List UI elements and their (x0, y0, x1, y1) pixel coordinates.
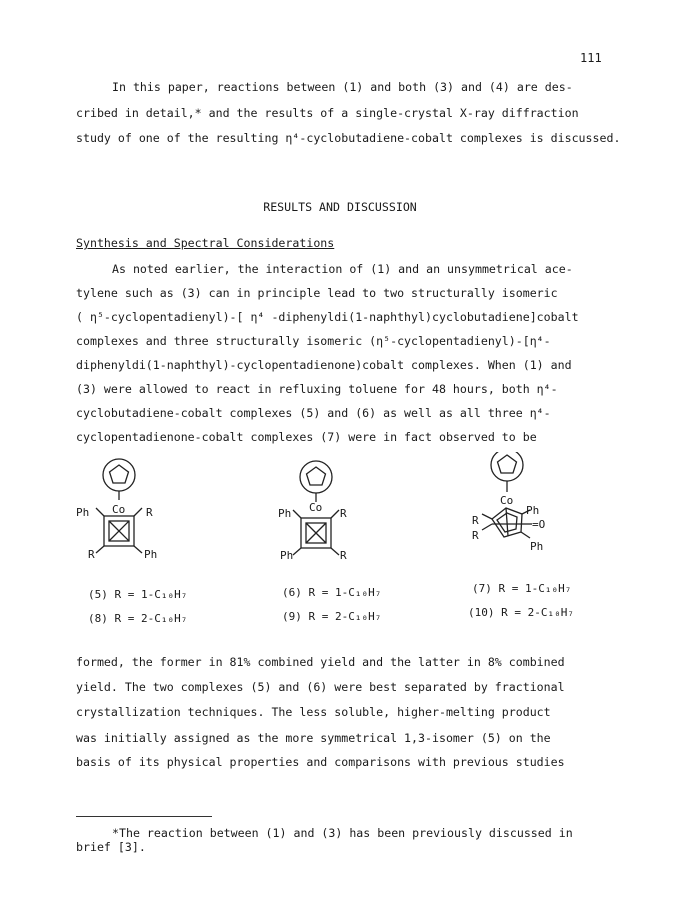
substituent-label: Ph (530, 540, 544, 553)
substituent-label: Ph (280, 549, 294, 562)
section-heading: RESULTS AND DISCUSSION (263, 200, 417, 214)
text-line: ( η⁵-cyclopentadienyl)-[ η⁴ -diphenyldi(1-naphthyl)cyclobutadiene]cobalt (76, 310, 579, 324)
footnote-line: brief [3]. (76, 840, 146, 854)
substituent-label: R (472, 529, 479, 542)
text-line: yield. The two complexes (5) and (6) were best separated by fractional (76, 680, 565, 694)
text-line: As noted earlier, the interaction of (1) and an unsymmetrical ace- (112, 262, 573, 276)
chemical-structures-figure (60, 452, 640, 627)
compound-label: (8) R = 2-C₁₀H₇ (88, 612, 188, 625)
cobalt-label: Co (112, 503, 126, 516)
text-line: basis of its physical properties and comparisons with previous studies (76, 755, 565, 769)
substituent-label: R (472, 514, 479, 527)
substituent-label: Ph (526, 504, 540, 517)
footnote-line: *The reaction between (1) and (3) has been previously discussed in (112, 826, 573, 840)
substituent-label: Ph (76, 506, 90, 519)
compound-label: (5) R = 1-C₁₀H₇ (88, 588, 188, 601)
substituent-label: R (146, 506, 153, 519)
text-line: cyclopentadienone-cobalt complexes (7) were in fact observed to be (76, 430, 537, 444)
substituent-label: Ph (144, 548, 158, 561)
cobalt-label: Co (309, 501, 323, 514)
cobalt-label: Co (500, 494, 514, 507)
section-subheading: Synthesis and Spectral Considerations (76, 236, 335, 250)
substituent-label: R (340, 507, 347, 520)
substituent-label: R (88, 548, 95, 561)
text-line: complexes and three structurally isomeric (η⁵-cyclopentadienyl)-[η⁴- (76, 334, 551, 348)
compound-label: (10) R = 2-C₁₀H₇ (468, 606, 574, 619)
text-line: cribed in detail,* and the results of a single-crystal X-ray diffraction (76, 106, 579, 120)
substituent-label: Ph (278, 507, 292, 520)
substituent-label: R (340, 549, 347, 562)
substituent-label: =O (532, 518, 546, 531)
text-line: diphenyldi(1-naphthyl)-cyclopentadienone)cobalt complexes. When (1) and (76, 358, 572, 372)
text-line: cyclobutadiene-cobalt complexes (5) and (6) as well as all three η⁴- (76, 406, 551, 420)
text-line: crystallization techniques. The less soluble, higher-melting product (76, 705, 551, 719)
text-line: tylene such as (3) can in principle lead to two structurally isomeric (76, 286, 558, 300)
text-line: (3) were allowed to react in refluxing toluene for 48 hours, both η⁴- (76, 382, 558, 396)
compound-label: (6) R = 1-C₁₀H₇ (282, 586, 382, 599)
text-line: formed, the former in 81% combined yield and the latter in 8% combined (76, 655, 565, 669)
page-number: 111 (580, 51, 602, 65)
text-line: In this paper, reactions between (1) and both (3) and (4) are des- (112, 80, 573, 94)
compound-label: (7) R = 1-C₁₀H₇ (472, 582, 572, 595)
footnote-divider (76, 816, 212, 817)
text-line: study of one of the resulting η⁴-cyclobutadiene-cobalt complexes is discussed. (76, 131, 621, 145)
compound-label: (9) R = 2-C₁₀H₇ (282, 610, 382, 623)
text-line: was initially assigned as the more symmetrical 1,3-isomer (5) on the (76, 731, 551, 745)
